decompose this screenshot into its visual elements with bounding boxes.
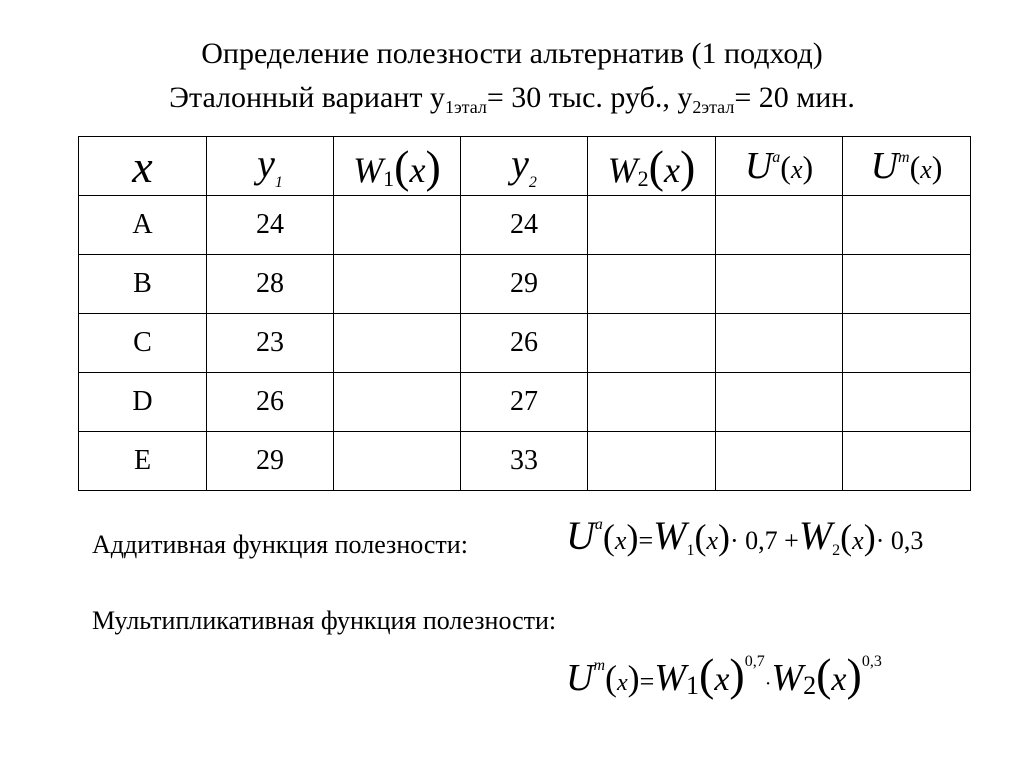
table-header-row	[79, 137, 971, 196]
title-line-2-part-c: = 20 мин.	[734, 81, 855, 114]
cell-w2	[588, 255, 716, 314]
cell-y1: 29	[207, 432, 334, 491]
table-row	[79, 196, 971, 255]
title-line-1: Определение полезности альтернатив (1 подход)	[201, 37, 823, 70]
cell-y1: 24	[207, 196, 334, 255]
header-y1: $y_1$	[207, 137, 334, 196]
cell-w2	[588, 373, 716, 432]
cell-ua	[716, 432, 843, 491]
additive-formula: Ua(x)=W1(x)· 0,7 +W2(x)· 0,3	[566, 513, 924, 559]
header-w2: W2(x)	[588, 137, 716, 196]
cell-ua	[716, 373, 843, 432]
title-line-2	[0, 76, 1024, 129]
cell-um	[843, 255, 971, 314]
table-row	[79, 255, 971, 314]
cell-x: A	[79, 196, 207, 255]
cell-x: C	[79, 314, 207, 373]
cell-w1	[334, 314, 461, 373]
cell-y1: 28	[207, 255, 334, 314]
header-x: x	[79, 137, 207, 196]
header-ua: $U^a(x)$	[716, 137, 843, 196]
multiplicative-label: Мультипликативная функция полезности:	[92, 606, 557, 635]
cell-um	[843, 314, 971, 373]
cell-y2: 29	[461, 255, 588, 314]
cell-y2: 24	[461, 196, 588, 255]
cell-ua	[716, 314, 843, 373]
cell-y2: 33	[461, 432, 588, 491]
cell-ua	[716, 196, 843, 255]
title-line-2-part-a: Эталонный вариант y	[169, 81, 445, 114]
header-w1: W1(x)	[334, 137, 461, 196]
cell-x: B	[79, 255, 207, 314]
alternatives-table	[78, 136, 971, 491]
table-row	[79, 373, 971, 432]
cell-x: D	[79, 373, 207, 432]
cell-y1: 23	[207, 314, 334, 373]
title-sub-1: 1этал	[444, 97, 487, 117]
cell-w1	[334, 255, 461, 314]
cell-y2: 27	[461, 373, 588, 432]
cell-w1	[334, 373, 461, 432]
header-y2: $y_2$	[461, 137, 588, 196]
cell-w1	[334, 432, 461, 491]
table-row	[79, 432, 971, 491]
cell-um	[843, 432, 971, 491]
cell-x: E	[79, 432, 207, 491]
cell-w2	[588, 432, 716, 491]
cell-y1: 26	[207, 373, 334, 432]
cell-w2	[588, 314, 716, 373]
cell-um	[843, 196, 971, 255]
header-um: $U^m(x)$	[843, 137, 971, 196]
cell-w2	[588, 196, 716, 255]
slide-title	[0, 32, 1024, 129]
cell-ua	[716, 255, 843, 314]
table-row	[79, 314, 971, 373]
cell-w1	[334, 196, 461, 255]
cell-y2: 26	[461, 314, 588, 373]
additive-label: Аддитивная функция полезности:	[92, 530, 468, 559]
cell-um	[843, 373, 971, 432]
multiplicative-formula: Um(x)=W1(x)0,7·W2(x)0,3	[566, 649, 882, 700]
title-line-2-part-b: = 30 тыс. руб., y	[486, 81, 693, 114]
title-sub-2: 2этал	[692, 97, 735, 117]
